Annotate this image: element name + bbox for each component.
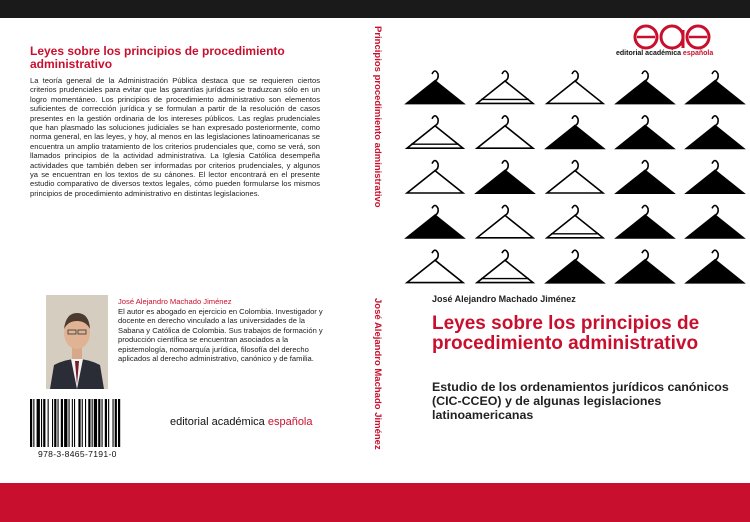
back-publisher-main: editorial académica <box>170 416 268 428</box>
isbn-number: 978-3-8465-7191-0 <box>38 449 117 459</box>
author-bio-name: José Alejandro Machado Jiménez <box>118 297 232 306</box>
barcode-bar <box>98 399 100 447</box>
barcode-bar <box>30 399 32 447</box>
hanger-icon <box>547 116 603 148</box>
front-cover-title: Leyes sobre los principios de procedimiento administrativo <box>432 313 700 354</box>
hanger-icon <box>617 71 673 103</box>
barcode-bar <box>54 399 56 447</box>
front-publisher-brand <box>616 50 713 57</box>
front-brand-accent: española <box>682 50 714 57</box>
barcode-bar <box>118 399 120 447</box>
barcode-bar <box>94 399 97 447</box>
barcode-bar <box>69 399 70 447</box>
spine <box>340 18 395 483</box>
barcode-bar <box>102 399 103 447</box>
top-bar <box>0 0 750 18</box>
spine-author: José Alejandro Machado Jiménez <box>372 298 383 450</box>
author-photo <box>46 295 108 389</box>
author-bio: El autor es abogado en ejercicio en Colombia. Investigador y docente en derecho vinculado a las universidades de la Sabana y Católica de Colombia. Sus trabajos de formación y producción científica se encuentran asociados a la epistemología, nomoarquía jurídica, filosofía del derecho aplicados al derecho administrativo, canónico y de familia. <box>118 307 323 364</box>
barcode-bar <box>41 399 42 447</box>
hanger-icon <box>407 250 463 282</box>
publisher-logo-icon <box>632 22 712 52</box>
barcode-bar <box>52 399 53 447</box>
hanger-icon <box>617 116 673 148</box>
hanger-icon <box>547 205 603 237</box>
barcode-bar <box>43 399 45 447</box>
hanger-icon <box>477 116 533 148</box>
hanger-icon <box>547 161 603 193</box>
front-cover-author: José Alejandro Machado Jiménez <box>432 294 576 304</box>
hanger-icon <box>547 71 603 103</box>
barcode-bar <box>33 399 34 447</box>
hanger-icon <box>687 161 743 193</box>
barcode-bar <box>64 399 67 447</box>
hanger-icon <box>687 116 743 148</box>
hanger-icon <box>687 205 743 237</box>
hangers-illustration <box>400 64 750 288</box>
barcode-bar <box>48 399 49 447</box>
hanger-icon <box>547 250 603 282</box>
back-publisher-accent: española <box>267 416 313 428</box>
barcode-bar <box>92 399 93 447</box>
barcode-bar <box>78 399 80 447</box>
back-cover-title: Leyes sobre los principios de procedimiento administrativo <box>30 44 285 71</box>
front-brand-main: editorial académica <box>616 50 683 57</box>
hanger-icon <box>477 205 533 237</box>
hanger-icon <box>687 71 743 103</box>
barcode <box>30 399 160 447</box>
hanger-icon <box>617 205 673 237</box>
back-cover-blurb: La teoría general de la Administración Pública destaca que se requieren ciertos criterios prudenciales para evitar que las garantías jurídicas se traduzcan sólo en un logro momentáneo. Los principios de procedimiento administrativo son elementos suficientes de corrección jurídica y se formulan a partir de la resolución de casos presentes en la gestión ordinaria de los intereses públicos. Las reglas prudenciales que han plasmado las soluciones judiciales se han expresado posteriormente, como norma general, en las leyes, y hoy, al menos en las legislaciones latinoamericanas se encuentra un amplio tratamiento de los criterios prudenciales que, como se verá, son llamados principios de la actividad administrativa. La Iglesia Católica desempeña actividades que también deben ser informadas por criterios prudenciales, y algunos ya se encuentran en los textos de su cánones. El lector encontrará en el presente estudio comparativo de diversos textos legales, cómo pueden formularse los mismos principios de procedimiento administrativo en distintas legislaciones. <box>30 76 320 198</box>
hanger-icon <box>407 161 463 193</box>
back-publisher-logo <box>170 416 313 428</box>
barcode-bar <box>61 399 63 447</box>
barcode-bar <box>72 399 73 447</box>
hanger-icon <box>687 250 743 282</box>
hanger-icon <box>407 71 463 103</box>
barcode-bar <box>88 399 90 447</box>
hanger-icon <box>477 71 533 103</box>
barcode-bar <box>85 399 86 447</box>
barcode-bar <box>37 399 40 447</box>
barcode-bar <box>113 399 114 447</box>
hanger-icon <box>477 161 533 193</box>
barcode-bar <box>58 399 59 447</box>
bottom-bar <box>0 483 750 522</box>
hanger-icon <box>617 161 673 193</box>
barcode-bar <box>82 399 83 447</box>
hanger-icon <box>477 250 533 282</box>
hanger-icon <box>407 116 463 148</box>
front-cover-subtitle: Estudio de los ordenamientos jurídicos canónicos (CIC-CCEO) y de algunas legislaciones latinoamericanas <box>432 380 729 422</box>
barcode-bar <box>105 399 107 447</box>
spine-title: Principios procedimiento administrativo <box>372 26 383 208</box>
barcode-bar <box>74 399 75 447</box>
barcode-bar <box>115 399 117 447</box>
hanger-icon <box>617 250 673 282</box>
barcode-bar <box>108 399 109 447</box>
hanger-icon <box>407 205 463 237</box>
